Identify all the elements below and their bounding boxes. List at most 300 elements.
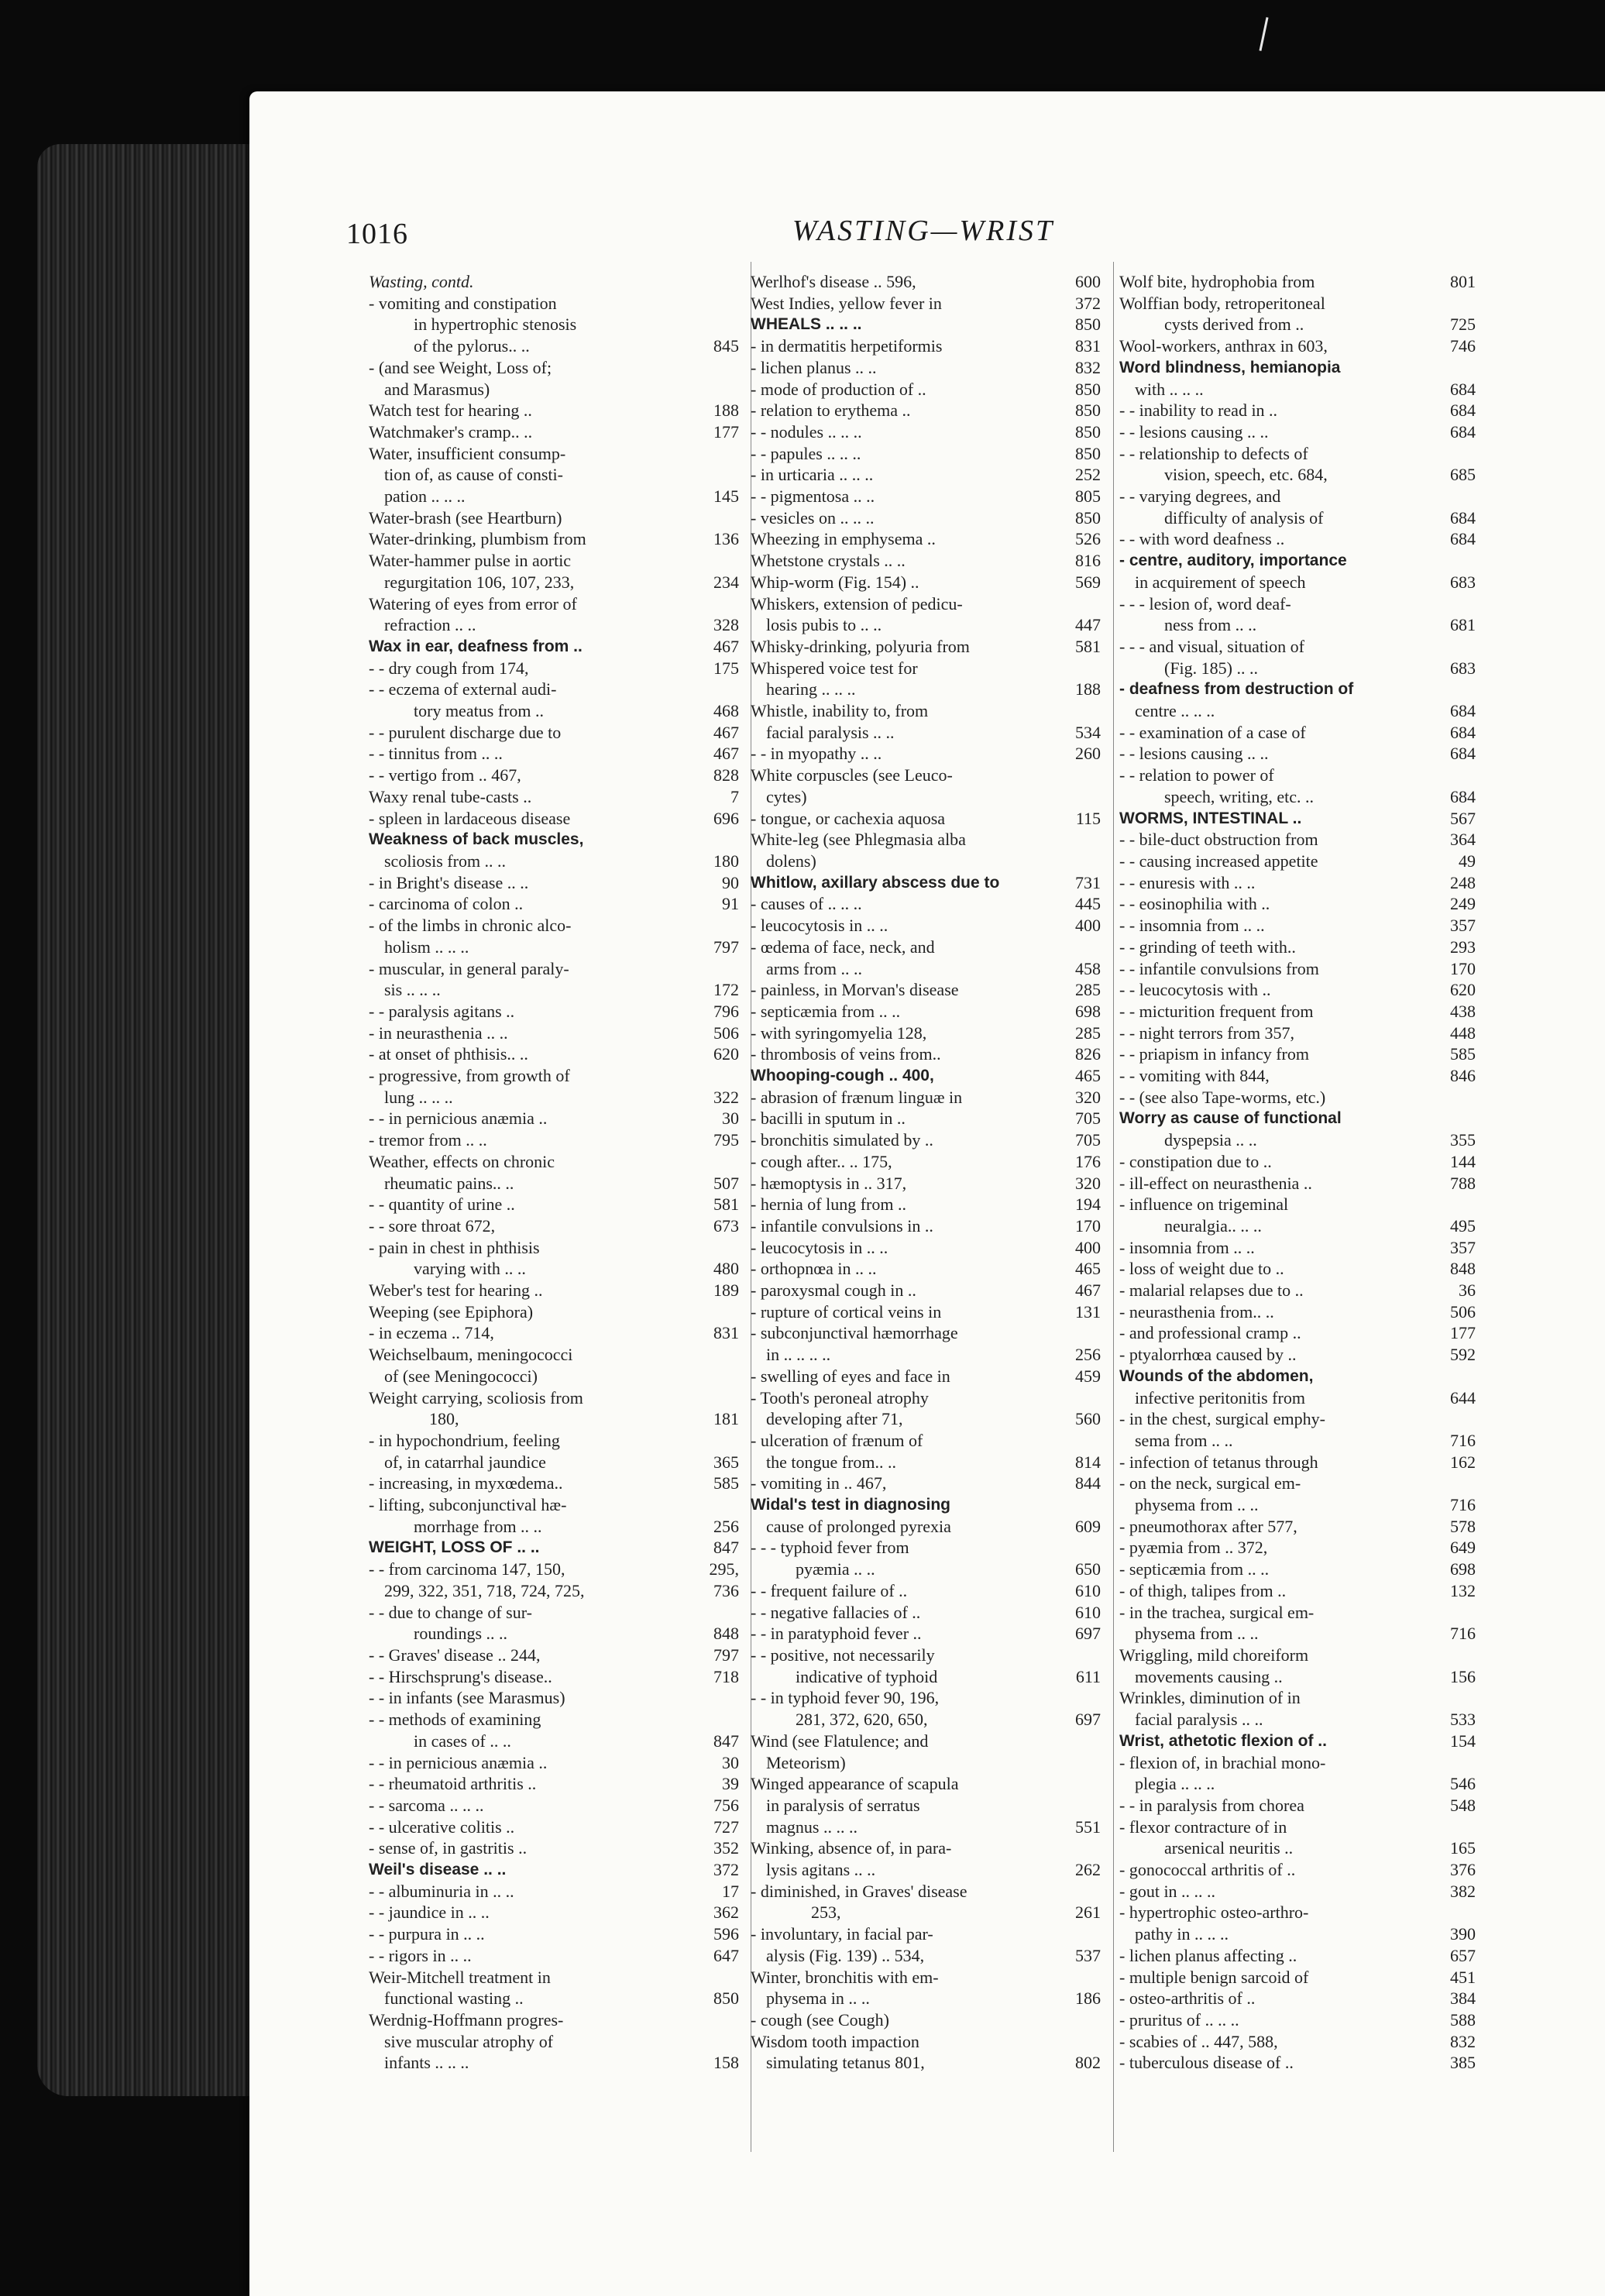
index-entry-page-ref: 385 (1450, 2053, 1476, 2073)
index-entry (369, 1087, 739, 1108)
index-entry-text: - painless, in Morvan's disease (751, 980, 959, 1000)
index-entry-text: - - grinding of teeth with.. (1119, 937, 1296, 957)
index-entry-text: - rupture of cortical veins in (751, 1301, 942, 1322)
index-entry-page-ref: 170 (1450, 958, 1476, 978)
index-entry (751, 1859, 1101, 1881)
index-entry (369, 443, 739, 465)
index-entry-page-ref: 352 (713, 1838, 739, 1858)
index-entry (1119, 1215, 1476, 1237)
index-entry-page-ref: 832 (1450, 2031, 1476, 2051)
index-entry-page-ref: 649 (1450, 1538, 1476, 1558)
index-entry (369, 1065, 739, 1087)
index-entry (1119, 1752, 1476, 1774)
index-entry-text: - - in paralysis from chorea (1119, 1795, 1304, 1815)
index-entry (1119, 1173, 1476, 1194)
index-entry-page-ref: 526 (1075, 529, 1101, 549)
index-entry (751, 335, 1101, 357)
index-entry (751, 1623, 1101, 1645)
index-entry (1119, 1602, 1476, 1624)
index-entry-page-ref: 36 (1459, 1280, 1476, 1301)
index-entry-text: simulating tetanus 801, (766, 2053, 925, 2073)
index-entry-page-ref: 716 (1450, 1430, 1476, 1450)
index-entry-text: - paroxysmal cough in .. (751, 1280, 916, 1301)
index-entry-page-ref: 480 (713, 1259, 739, 1279)
index-entry-text: lung .. .. .. (384, 1087, 453, 1107)
index-entry-text: - - sore throat 672, (369, 1215, 496, 1236)
index-entry-text: - leucocytosis in .. .. (751, 1237, 888, 1257)
index-entry-text: - in the trachea, surgical em- (1119, 1602, 1315, 1622)
index-entry (751, 1108, 1101, 1129)
index-entry (369, 786, 739, 808)
index-entry (1119, 1795, 1476, 1817)
index-entry-text: magnus .. .. .. (766, 1817, 857, 1837)
index-entry-page-ref: 698 (1075, 1001, 1101, 1021)
index-entry (1119, 1151, 1476, 1173)
index-entry (369, 872, 739, 894)
index-entry (1119, 979, 1476, 1001)
index-entry-text: in .. .. .. .. (766, 1345, 831, 1365)
index-entry-page-ref: 650 (1075, 1559, 1101, 1579)
index-entry-text: - - varying degrees, and (1119, 486, 1281, 507)
index-entry (751, 400, 1101, 421)
index-entry (369, 1945, 739, 1967)
index-entry (1119, 443, 1476, 465)
index-entry-page-ref: 696 (713, 808, 739, 828)
index-entry (369, 1537, 739, 1559)
index-entry-page-ref: 848 (1450, 1259, 1476, 1279)
index-entry (369, 722, 739, 744)
index-entry-text: - hypertrophic osteo-arthro- (1119, 1902, 1309, 1923)
index-entry-text: Wisdom tooth impaction (751, 2031, 919, 2051)
index-entry (1119, 765, 1476, 786)
index-entry-page-ref: 158 (713, 2053, 739, 2073)
index-entry-text: - (and see Weight, Loss of; (369, 357, 552, 377)
index-entry-page-ref: 585 (713, 1473, 739, 1493)
index-entry (369, 979, 739, 1001)
index-entry-text: infants .. .. .. (384, 2053, 469, 2073)
index-entry-page-ref: 132 (1450, 1580, 1476, 1600)
index-entry-text: Wool-workers, anthrax in 603, (1119, 336, 1328, 356)
index-entry (369, 614, 739, 636)
index-entry (751, 979, 1101, 1001)
index-entry (1119, 1580, 1476, 1602)
index-entry-text: - - (see also Tape-worms, etc.) (1119, 1087, 1326, 1107)
index-entry-text: Water-brash (see Heartburn) (369, 507, 562, 528)
index-entry (369, 379, 739, 400)
index-entry-page-ref: 467 (1075, 1280, 1101, 1301)
index-entry-text: - - rigors in .. .. (369, 1945, 472, 1965)
index-entry-text: - on the neck, surgical em- (1119, 1473, 1301, 1493)
index-entry-text: Word blindness, hemianopia (1119, 358, 1341, 376)
index-entry (369, 1859, 739, 1881)
index-entry (751, 958, 1101, 980)
index-entry (1119, 1559, 1476, 1580)
index-entry (369, 1108, 739, 1129)
index-entry (751, 1065, 1101, 1087)
index-entry-text: indicative of typhoid (796, 1666, 938, 1686)
index-entry-text: hearing .. .. .. (766, 679, 856, 699)
index-entry-page-ref: 609 (1075, 1516, 1101, 1536)
index-entry-text: Winged appearance of scapula (751, 1774, 959, 1794)
index-entry (369, 658, 739, 679)
index-entry (1119, 1087, 1476, 1108)
index-entry-page-ref: 154 (1450, 1731, 1476, 1751)
index-entry-page-ref: 188 (1075, 679, 1101, 699)
index-entry (1119, 1258, 1476, 1280)
index-entry-page-ref: 248 (1450, 872, 1476, 892)
index-entry-text: Watch test for hearing .. (369, 400, 532, 421)
index-entry-page-ref: 848 (713, 1624, 739, 1644)
index-entry (751, 1129, 1101, 1151)
index-entry-page-ref: 136 (713, 529, 739, 549)
index-entry-page-ref: 802 (1075, 2053, 1101, 2073)
index-entry (369, 400, 739, 421)
index-entry (751, 1602, 1101, 1624)
index-entry-page-ref: 537 (1075, 1945, 1101, 1965)
index-entry-page-ref: 320 (1075, 1173, 1101, 1193)
index-entry-page-ref: 534 (1075, 722, 1101, 742)
index-entry-page-ref: 588 (1450, 2009, 1476, 2030)
index-entry-page-ref: 170 (1075, 1215, 1101, 1236)
index-entry (369, 593, 739, 615)
index-entry (1119, 400, 1476, 421)
index-entry-text: of, in catarrhal jaundice (384, 1452, 546, 1472)
index-entry-text: - neurasthenia from.. .. (1119, 1301, 1274, 1322)
index-entry-page-ref: 465 (1075, 1066, 1101, 1086)
index-entry-text: dolens) (766, 851, 816, 871)
index-entry-page-ref: 673 (713, 1215, 739, 1236)
index-entry (369, 1366, 739, 1387)
index-entry-text: - mode of production of .. (751, 379, 926, 399)
index-entry-text: White corpuscles (see Leuco- (751, 765, 953, 785)
index-entry (369, 1731, 739, 1752)
index-entry-text: - - albuminuria in .. .. (369, 1881, 514, 1901)
index-entry (1119, 550, 1476, 572)
index-entry-page-ref: 162 (1450, 1452, 1476, 1472)
index-entry (751, 1837, 1101, 1859)
index-entry (369, 1773, 739, 1795)
index-entry-text: cause of prolonged pyrexia (766, 1516, 951, 1536)
index-entry-text: - subconjunctival hæmorrhage (751, 1323, 958, 1343)
index-entry-page-ref: 365 (713, 1452, 739, 1472)
index-entry-page-ref: 795 (713, 1130, 739, 1150)
index-entry-page-ref: 467 (713, 744, 739, 764)
index-entry-page-ref: 684 (1450, 786, 1476, 806)
index-entry-text: - - micturition frequent from (1119, 1001, 1314, 1021)
index-entry-text: - - paralysis agitans .. (369, 1001, 515, 1021)
index-entry (1119, 722, 1476, 744)
index-entry (1119, 1881, 1476, 1902)
index-entry (369, 1258, 739, 1280)
index-entry-page-ref: 546 (1450, 1774, 1476, 1794)
index-entry-page-ref: 256 (1075, 1345, 1101, 1365)
index-entry-page-ref: 49 (1459, 851, 1476, 871)
index-entry-page-ref: 620 (1450, 980, 1476, 1000)
index-entry-page-ref: 684 (1450, 507, 1476, 528)
index-entry-text: - abrasion of frænum linguæ in (751, 1087, 963, 1107)
index-entry-text: - - insomnia from .. .. (1119, 916, 1265, 936)
index-entry-page-ref: 716 (1450, 1495, 1476, 1515)
index-entry-page-ref: 814 (1075, 1452, 1101, 1472)
index-entry-text: Whiskers, extension of pedicu- (751, 593, 963, 614)
index-entry-text: - - quantity of urine .. (369, 1194, 515, 1215)
index-entry (1119, 335, 1476, 357)
index-entry (751, 1580, 1101, 1602)
index-entry-text: - at onset of phthisis.. .. (369, 1044, 528, 1064)
index-entry (1119, 1494, 1476, 1516)
index-entry (369, 851, 739, 872)
index-entry-text: alysis (Fig. 139) .. 534, (766, 1945, 925, 1965)
index-entry-text: - - priapism in infancy from (1119, 1044, 1309, 1064)
index-entry-page-ref: 850 (1075, 443, 1101, 463)
index-entry-page-ref: 249 (1450, 894, 1476, 914)
index-entry-text: - - from carcinoma 147, 150, (369, 1559, 565, 1579)
index-entry (1119, 1859, 1476, 1881)
index-entry-text: - of thigh, talipes from .. (1119, 1580, 1287, 1600)
index-entry-text: - Tooth's peroneal atrophy (751, 1387, 929, 1408)
index-entry-page-ref: 610 (1075, 1580, 1101, 1600)
index-entry-page-ref: 705 (1075, 1108, 1101, 1129)
index-entry (1119, 1773, 1476, 1795)
index-entry-text: neuralgia.. .. .. (1164, 1215, 1262, 1236)
index-entry-page-ref: 438 (1450, 1001, 1476, 1021)
index-entry (751, 1494, 1101, 1516)
index-entry (369, 1837, 739, 1859)
index-entry-text: - - in myopathy .. .. (751, 744, 882, 764)
index-entry (1119, 937, 1476, 958)
index-entry-text: - swelling of eyes and face in (751, 1366, 950, 1386)
index-entry-text: vision, speech, etc. 684, (1164, 465, 1328, 485)
index-entry (369, 937, 739, 958)
index-entry-text: - septicæmia from .. .. (1119, 1559, 1270, 1579)
index-entry (751, 1881, 1101, 1902)
index-entry-page-ref: 705 (1075, 1130, 1101, 1150)
index-entry (369, 1194, 739, 1215)
index-entry (369, 486, 739, 507)
index-entry-page-ref: 684 (1450, 701, 1476, 721)
index-entry (751, 1559, 1101, 1580)
index-entry-page-ref: 684 (1450, 400, 1476, 421)
index-entry-page-ref: 578 (1450, 1516, 1476, 1536)
index-entry (369, 1322, 739, 1344)
index-entry-page-ref: 850 (1075, 379, 1101, 399)
index-entry-page-ref: 746 (1450, 336, 1476, 356)
index-entry-page-ref: 697 (1075, 1624, 1101, 1644)
index-entry-page-ref: 384 (1450, 1988, 1476, 2009)
index-entry-text: - gonococcal arthritis of .. (1119, 1860, 1296, 1880)
index-entry-text: sive muscular atrophy of (384, 2031, 554, 2051)
index-entry-text: Water-hammer pulse in aortic (369, 551, 572, 571)
index-entry (369, 679, 739, 700)
index-entry (369, 1344, 739, 1366)
index-entry-text: ness from .. .. (1164, 615, 1257, 635)
index-entry (1119, 1731, 1476, 1752)
index-entry (1119, 1408, 1476, 1430)
index-entry (751, 528, 1101, 550)
index-entry-page-ref: 844 (1075, 1473, 1101, 1493)
column-divider (1113, 262, 1114, 2152)
index-entry (1119, 1923, 1476, 1945)
index-entry-page-ref: 156 (1450, 1666, 1476, 1686)
index-entry-text: - diminished, in Graves' disease (751, 1881, 967, 1901)
index-entry-text: developing after 71, (766, 1409, 903, 1429)
index-entry (1119, 1817, 1476, 1838)
index-entry (751, 1709, 1101, 1731)
index-entry (751, 1817, 1101, 1838)
index-column-2 (751, 271, 1101, 2074)
index-entry-text: - increasing, in myxœdema.. (369, 1473, 563, 1493)
index-entry-page-ref: 831 (1075, 336, 1101, 356)
index-entry-text: - - with word deafness .. (1119, 529, 1285, 549)
index-entry-text: Weber's test for hearing .. (369, 1280, 543, 1301)
index-entry-page-ref: 736 (713, 1580, 739, 1600)
index-entry-text: facial paralysis .. .. (1135, 1710, 1263, 1730)
index-entry-page-ref: 468 (713, 701, 739, 721)
index-entry-text: - - papules .. .. .. (751, 443, 861, 463)
index-entry (751, 893, 1101, 915)
index-entry (751, 1752, 1101, 1774)
index-entry-text: Waxy renal tube-casts .. (369, 786, 532, 806)
index-entry-page-ref: 847 (713, 1538, 739, 1558)
index-entry (369, 1237, 739, 1259)
index-entry (369, 1408, 739, 1430)
index-entry (369, 1881, 739, 1902)
index-entry-page-ref: 189 (713, 1280, 739, 1301)
index-entry-text: Watchmaker's cramp.. .. (369, 421, 533, 442)
index-entry-text: - - Hirschsprung's disease.. (369, 1666, 552, 1686)
index-entry (369, 1752, 739, 1774)
index-entry (369, 1687, 739, 1709)
index-entry-text: in hypertrophic stenosis (414, 314, 577, 335)
index-entry-page-ref: 30 (722, 1752, 739, 1772)
index-entry-text: Wax in ear, deafness from .. (369, 637, 583, 655)
index-entry-text: Meteorism) (766, 1752, 846, 1772)
index-entry-text: morrhage from .. .. (414, 1516, 542, 1536)
index-entry (369, 1473, 739, 1494)
index-entry-text: - lichen planus .. .. (751, 357, 877, 377)
index-entry-text: - in the chest, surgical emphy- (1119, 1409, 1325, 1429)
index-entry-page-ref: 465 (1075, 1259, 1101, 1279)
index-entry-text: Wriggling, mild choreiform (1119, 1645, 1309, 1665)
index-entry (751, 507, 1101, 529)
index-entry-text: Worry as cause of functional (1119, 1109, 1342, 1128)
index-entry (369, 1645, 739, 1666)
index-entry-text: tion of, as cause of consti- (384, 465, 563, 485)
index-entry-page-ref: 620 (713, 1044, 739, 1064)
index-entry-text: sis .. .. .. (384, 980, 441, 1000)
index-entry (751, 1473, 1101, 1494)
index-entry-page-ref: 684 (1450, 722, 1476, 742)
index-entry-text: 299, 322, 351, 718, 724, 725, (384, 1580, 585, 1600)
index-entry-text: Wasting, contd. (369, 272, 474, 291)
index-entry-text: - osteo-arthritis of .. (1119, 1988, 1256, 2009)
index-entry (1119, 379, 1476, 400)
index-entry (369, 1923, 739, 1945)
index-entry-text: - - - lesion of, word deaf- (1119, 593, 1291, 614)
index-entry (751, 1516, 1101, 1538)
index-entry-text: - vesicles on .. .. .. (751, 507, 875, 528)
index-entry-text: - and professional cramp .. (1119, 1323, 1301, 1343)
index-entry-text: infective peritonitis from (1135, 1387, 1305, 1408)
index-entry-page-ref: 805 (1075, 486, 1101, 507)
index-entry (751, 421, 1101, 443)
index-entry-text: Whooping-cough .. 400, (751, 1067, 934, 1085)
index-entry-page-ref: 145 (713, 486, 739, 507)
index-entry-page-ref: 797 (713, 1645, 739, 1665)
index-entry-text: - in dermatitis herpetiformis (751, 336, 943, 356)
index-entry (1119, 1473, 1476, 1494)
index-entry (751, 1408, 1101, 1430)
index-entry-text: Wolffian body, retroperitoneal (1119, 293, 1325, 313)
index-entry (369, 1817, 739, 1838)
index-entry (369, 335, 739, 357)
index-entry (369, 1023, 739, 1044)
index-entry-text: Weeping (see Epiphora) (369, 1301, 534, 1322)
index-entry (1119, 421, 1476, 443)
index-entry (751, 743, 1101, 765)
index-entry-page-ref: 382 (1450, 1881, 1476, 1901)
index-entry-text: Watering of eyes from error of (369, 593, 577, 614)
index-entry (369, 357, 739, 379)
index-entry-page-ref: 295, (709, 1559, 739, 1579)
index-entry (751, 1023, 1101, 1044)
index-entry-text: Whispered voice test for (751, 658, 918, 678)
index-entry (1119, 1108, 1476, 1129)
index-entry-page-ref: 261 (1075, 1902, 1101, 1923)
index-entry-text: - sense of, in gastritis .. (369, 1838, 528, 1858)
index-entry-text: Winking, absence of, in para- (751, 1838, 952, 1858)
index-entry (751, 464, 1101, 486)
index-entry (1119, 1645, 1476, 1666)
index-entry-text: - carcinoma of colon .. (369, 894, 524, 914)
index-entry (751, 1087, 1101, 1108)
index-entry-text: scoliosis from .. .. (384, 851, 507, 871)
index-entry (751, 486, 1101, 507)
index-entry (1119, 1709, 1476, 1731)
index-entry-text: pathy in .. .. .. (1135, 1924, 1229, 1944)
index-entry (1119, 1344, 1476, 1366)
index-entry-page-ref: 684 (1450, 744, 1476, 764)
index-entry-page-ref: 364 (1450, 830, 1476, 850)
index-entry-page-ref: 828 (713, 765, 739, 785)
index-entry-page-ref: 400 (1075, 916, 1101, 936)
index-entry-text: Widal's test in diagnosing (751, 1496, 950, 1514)
index-entry-page-ref: 172 (713, 980, 739, 1000)
index-entry (369, 743, 739, 765)
index-entry-text: of (see Meningococci) (384, 1366, 538, 1386)
index-entry-page-ref: 831 (713, 1323, 739, 1343)
index-entry-text: - in Bright's disease .. .. (369, 872, 529, 892)
index-entry-text: - vomiting and constipation (369, 293, 557, 313)
index-entry-page-ref: 260 (1075, 744, 1101, 764)
index-entry-page-ref: 797 (713, 937, 739, 957)
index-entry-text: Wrinkles, diminution of in (1119, 1688, 1301, 1708)
index-entry-text: - - eczema of external audi- (369, 679, 557, 699)
index-entry (369, 2052, 739, 2074)
index-entry (1119, 1623, 1476, 1645)
index-entry (751, 1280, 1101, 1301)
index-entry (751, 937, 1101, 958)
index-entry-text: Weight carrying, scoliosis from (369, 1387, 583, 1408)
index-entry-text: varying with .. .. (414, 1259, 526, 1279)
index-entry-text: Whistle, inability to, from (751, 701, 929, 721)
index-entry (369, 1452, 739, 1473)
index-entry (751, 1322, 1101, 1344)
index-entry-text: arms from .. .. (766, 958, 863, 978)
index-entry-text: Wrist, athetotic flexion of .. (1119, 1731, 1327, 1750)
index-entry-page-ref: 683 (1450, 658, 1476, 678)
index-entry-page-ref: 581 (713, 1194, 739, 1215)
